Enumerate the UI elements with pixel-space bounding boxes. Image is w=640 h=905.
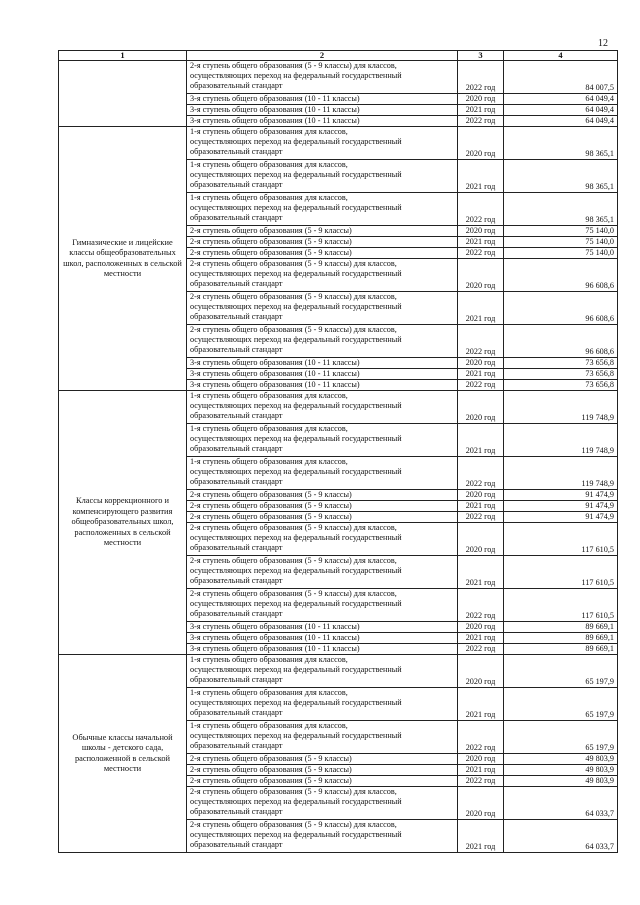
row-description: 2-я ступень общего образования (5 - 9 классы) для классов, осуществляющих переход на федеральный государственный образовательный стандарт xyxy=(187,325,458,358)
row-description: 1-я ступень общего образования для классов, осуществляющих переход на федеральный государственный образовательный стандарт xyxy=(187,127,458,160)
row-value: 117 610,5 xyxy=(504,589,618,622)
row-description: 1-я ступень общего образования для классов, осуществляющих переход на федеральный государственный образовательный стандарт xyxy=(187,391,458,424)
row-year: 2022 год xyxy=(458,721,504,754)
row-description: 2-я ступень общего образования (5 - 9 классы) xyxy=(187,776,458,787)
row-description: 3-я ступень общего образования (10 - 11 классы) xyxy=(187,116,458,127)
row-year: 2020 год xyxy=(458,358,504,369)
row-description: 3-я ступень общего образования (10 - 11 классы) xyxy=(187,369,458,380)
row-value: 64 049,4 xyxy=(504,116,618,127)
row-description: 2-я ступень общего образования (5 - 9 классы) для классов, осуществляющих переход на федеральный государственный образовательный стандарт xyxy=(187,820,458,853)
row-year: 2020 год xyxy=(458,226,504,237)
row-description: 3-я ступень общего образования (10 - 11 классы) xyxy=(187,105,458,116)
row-year: 2021 год xyxy=(458,105,504,116)
row-year: 2020 год xyxy=(458,490,504,501)
row-value: 73 656,8 xyxy=(504,369,618,380)
row-year: 2021 год xyxy=(458,160,504,193)
row-description: 3-я ступень общего образования (10 - 11 классы) xyxy=(187,622,458,633)
row-description: 2-я ступень общего образования (5 - 9 классы) xyxy=(187,226,458,237)
row-year: 2020 год xyxy=(458,391,504,424)
row-value: 89 669,1 xyxy=(504,622,618,633)
row-value: 64 049,4 xyxy=(504,94,618,105)
row-value: 117 610,5 xyxy=(504,523,618,556)
row-value: 49 803,9 xyxy=(504,754,618,765)
row-description: 2-я ступень общего образования (5 - 9 классы) xyxy=(187,237,458,248)
row-description: 1-я ступень общего образования для классов, осуществляющих переход на федеральный государственный образовательный стандарт xyxy=(187,424,458,457)
table-row xyxy=(59,391,618,424)
header-row xyxy=(59,51,618,61)
row-year: 2021 год xyxy=(458,292,504,325)
row-year: 2021 год xyxy=(458,820,504,853)
row-year: 2020 год xyxy=(458,259,504,292)
row-year: 2022 год xyxy=(458,776,504,787)
group-label xyxy=(59,61,187,127)
row-value: 73 656,8 xyxy=(504,358,618,369)
row-year: 2021 год xyxy=(458,765,504,776)
row-description: 1-я ступень общего образования для классов, осуществляющих переход на федеральный государственный образовательный стандарт xyxy=(187,160,458,193)
row-description: 2-я ступень общего образования (5 - 9 классы) для классов, осуществляющих переход на федеральный государственный образовательный стандарт xyxy=(187,589,458,622)
row-value: 75 140,0 xyxy=(504,248,618,259)
row-value: 91 474,9 xyxy=(504,490,618,501)
row-value: 91 474,9 xyxy=(504,501,618,512)
row-description: 2-я ступень общего образования (5 - 9 классы) xyxy=(187,490,458,501)
row-value: 64 033,7 xyxy=(504,787,618,820)
row-value: 65 197,9 xyxy=(504,688,618,721)
row-description: 1-я ступень общего образования для классов, осуществляющих переход на федеральный государственный образовательный стандарт xyxy=(187,193,458,226)
row-description: 2-я ступень общего образования (5 - 9 классы) для классов, осуществляющих переход на федеральный государственный образовательный стандарт xyxy=(187,61,458,94)
row-year: 2021 год xyxy=(458,688,504,721)
row-description: 1-я ступень общего образования для классов, осуществляющих переход на федеральный государственный образовательный стандарт xyxy=(187,721,458,754)
row-description: 2-я ступень общего образования (5 - 9 классы) для классов, осуществляющих переход на федеральный государственный образовательный стандарт xyxy=(187,556,458,589)
row-value: 117 610,5 xyxy=(504,556,618,589)
row-description: 2-я ступень общего образования (5 - 9 классы) xyxy=(187,501,458,512)
row-value: 91 474,9 xyxy=(504,512,618,523)
row-value: 64 033,7 xyxy=(504,820,618,853)
funding-table xyxy=(58,50,618,853)
group-label: Классы коррекционного и компенсирующего развития общеобразовательных школ, расположенных в сельской местности xyxy=(59,391,187,655)
row-value: 75 140,0 xyxy=(504,226,618,237)
row-description: 2-я ступень общего образования (5 - 9 классы) для классов, осуществляющих переход на федеральный государственный образовательный стандарт xyxy=(187,523,458,556)
row-description: 3-я ступень общего образования (10 - 11 классы) xyxy=(187,358,458,369)
row-value: 98 365,1 xyxy=(504,160,618,193)
row-description: 1-я ступень общего образования для классов, осуществляющих переход на федеральный государственный образовательный стандарт xyxy=(187,457,458,490)
row-value: 119 748,9 xyxy=(504,457,618,490)
row-year: 2022 год xyxy=(458,116,504,127)
row-year: 2022 год xyxy=(458,61,504,94)
row-description: 3-я ступень общего образования (10 - 11 классы) xyxy=(187,380,458,391)
row-value: 96 608,6 xyxy=(504,292,618,325)
row-year: 2022 год xyxy=(458,512,504,523)
header-col-1: 1 xyxy=(59,51,187,61)
row-year: 2022 год xyxy=(458,380,504,391)
row-year: 2020 год xyxy=(458,127,504,160)
row-value: 64 049,4 xyxy=(504,105,618,116)
row-year: 2020 год xyxy=(458,94,504,105)
row-year: 2020 год xyxy=(458,523,504,556)
row-year: 2022 год xyxy=(458,325,504,358)
row-description: 1-я ступень общего образования для классов, осуществляющих переход на федеральный государственный образовательный стандарт xyxy=(187,688,458,721)
group-label: Обычные классы начальной школы - детского сада, расположенной в сельской местности xyxy=(59,655,187,853)
row-year: 2021 год xyxy=(458,369,504,380)
row-value: 73 656,8 xyxy=(504,380,618,391)
row-year: 2022 год xyxy=(458,589,504,622)
row-description: 2-я ступень общего образования (5 - 9 классы) для классов, осуществляющих переход на федеральный государственный образовательный стандарт xyxy=(187,787,458,820)
row-description: 3-я ступень общего образования (10 - 11 классы) xyxy=(187,644,458,655)
group-label: Гимназические и лицейские классы общеобразовательных школ, расположенных в сельской местности xyxy=(59,127,187,391)
row-year: 2021 год xyxy=(458,633,504,644)
table-row xyxy=(59,655,618,688)
row-value: 98 365,1 xyxy=(504,127,618,160)
row-description: 3-я ступень общего образования (10 - 11 классы) xyxy=(187,633,458,644)
row-value: 65 197,9 xyxy=(504,721,618,754)
row-value: 65 197,9 xyxy=(504,655,618,688)
row-value: 89 669,1 xyxy=(504,633,618,644)
header-col-3: 3 xyxy=(458,51,504,61)
row-year: 2021 год xyxy=(458,237,504,248)
row-year: 2022 год xyxy=(458,457,504,490)
table-body xyxy=(59,61,618,853)
row-value: 89 669,1 xyxy=(504,644,618,655)
row-value: 49 803,9 xyxy=(504,765,618,776)
row-description: 1-я ступень общего образования для классов, осуществляющих переход на федеральный государственный образовательный стандарт xyxy=(187,655,458,688)
table-row xyxy=(59,61,618,94)
row-value: 75 140,0 xyxy=(504,237,618,248)
row-description: 2-я ступень общего образования (5 - 9 классы) xyxy=(187,765,458,776)
row-value: 119 748,9 xyxy=(504,391,618,424)
row-year: 2020 год xyxy=(458,622,504,633)
header-col-4: 4 xyxy=(504,51,618,61)
row-year: 2022 год xyxy=(458,644,504,655)
row-year: 2020 год xyxy=(458,787,504,820)
page-number: 12 xyxy=(598,38,608,49)
row-year: 2020 год xyxy=(458,754,504,765)
row-value: 96 608,6 xyxy=(504,325,618,358)
row-value: 98 365,1 xyxy=(504,193,618,226)
row-value: 119 748,9 xyxy=(504,424,618,457)
row-description: 2-я ступень общего образования (5 - 9 классы) для классов, осуществляющих переход на федеральный государственный образовательный стандарт xyxy=(187,259,458,292)
row-description: 2-я ступень общего образования (5 - 9 классы) для классов, осуществляющих переход на федеральный государственный образовательный стандарт xyxy=(187,292,458,325)
header-col-2: 2 xyxy=(187,51,458,61)
row-year: 2020 год xyxy=(458,655,504,688)
row-value: 49 803,9 xyxy=(504,776,618,787)
row-year: 2021 год xyxy=(458,501,504,512)
row-description: 2-я ступень общего образования (5 - 9 классы) xyxy=(187,754,458,765)
row-year: 2021 год xyxy=(458,424,504,457)
row-value: 96 608,6 xyxy=(504,259,618,292)
row-year: 2021 год xyxy=(458,556,504,589)
row-value: 84 007,5 xyxy=(504,61,618,94)
row-description: 3-я ступень общего образования (10 - 11 классы) xyxy=(187,94,458,105)
table-row xyxy=(59,127,618,160)
row-description: 2-я ступень общего образования (5 - 9 классы) xyxy=(187,512,458,523)
row-description: 2-я ступень общего образования (5 - 9 классы) xyxy=(187,248,458,259)
row-year: 2022 год xyxy=(458,193,504,226)
row-year: 2022 год xyxy=(458,248,504,259)
